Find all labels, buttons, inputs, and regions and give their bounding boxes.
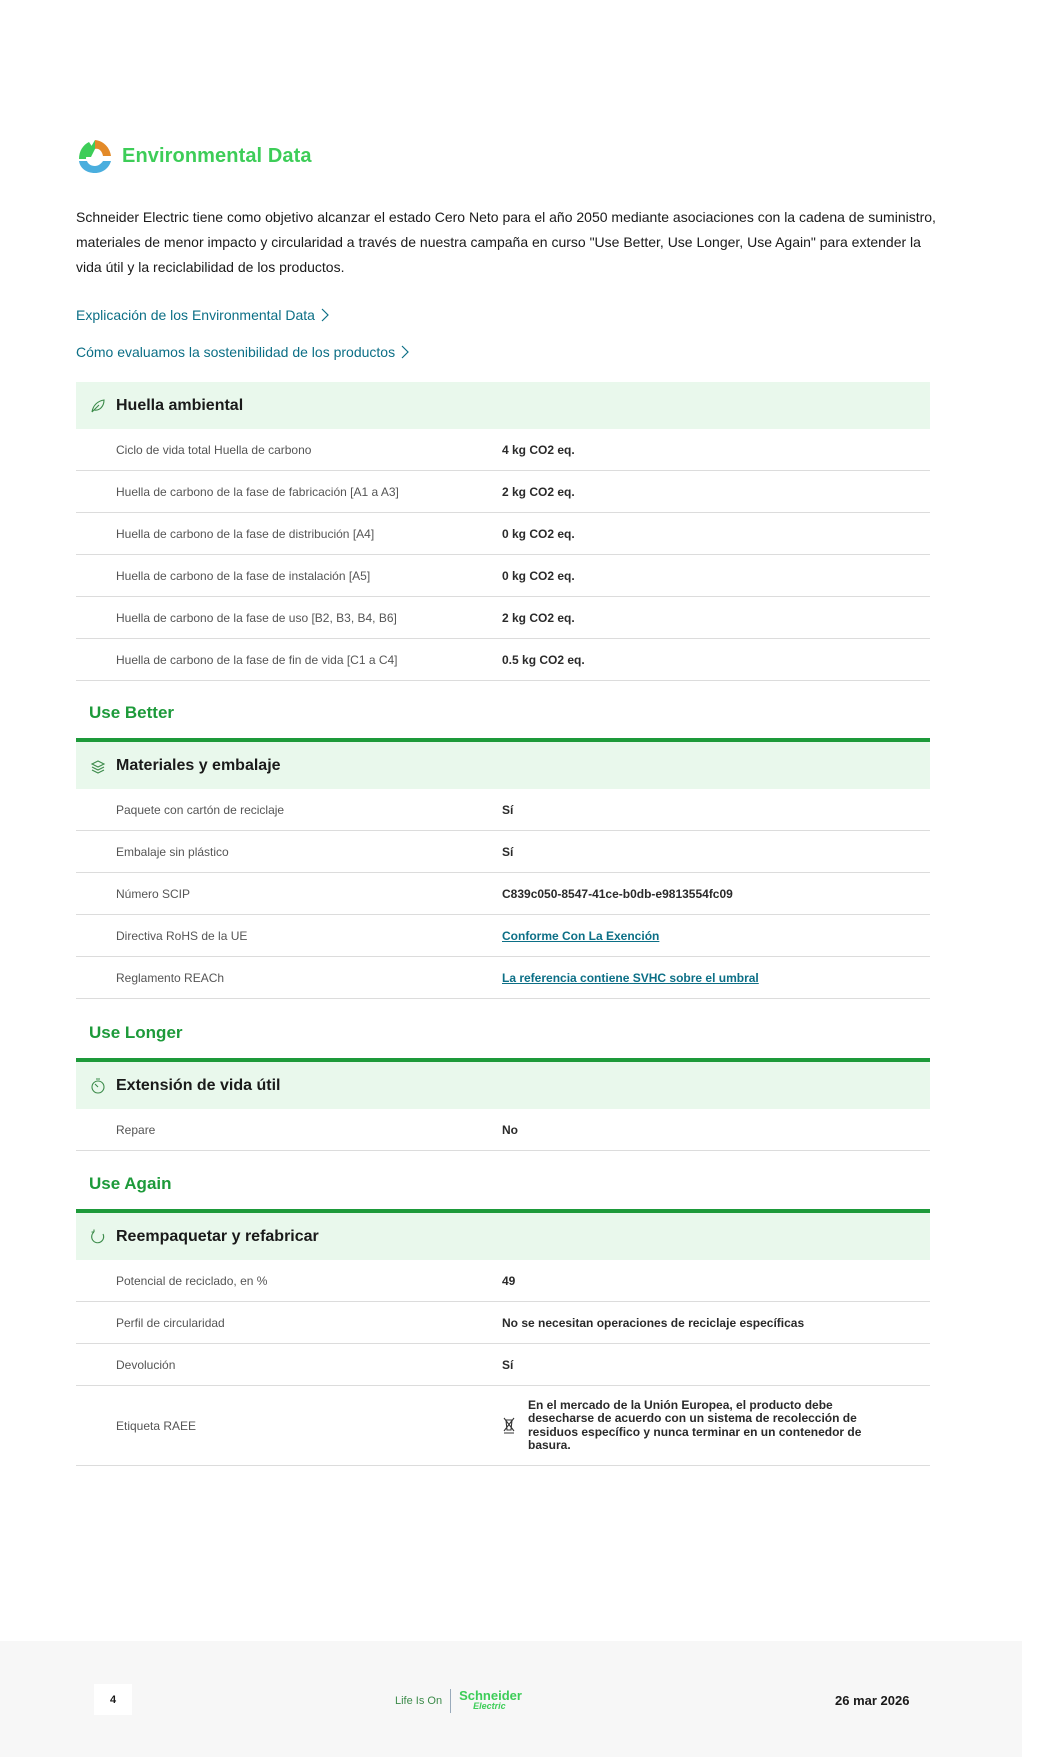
table-row bbox=[76, 915, 930, 957]
table-row bbox=[76, 1386, 930, 1466]
row-label: Huella de carbono de la fase de fin de vida [C1 a C4] bbox=[116, 652, 398, 667]
row-value: Sí bbox=[502, 802, 514, 817]
lifetime-title: Extensión de vida útil bbox=[116, 1076, 281, 1094]
row-value: Sí bbox=[502, 844, 514, 859]
row-label: Paquete con cartón de reciclaje bbox=[116, 802, 285, 817]
table-row bbox=[76, 1260, 930, 1302]
rohs-link[interactable]: Conforme Con La Exención bbox=[502, 928, 660, 943]
weee-bin-icon bbox=[502, 1417, 516, 1435]
row-label: Repare bbox=[116, 1122, 156, 1137]
materials-header bbox=[76, 738, 930, 789]
row-label: Devolución bbox=[116, 1357, 176, 1372]
layers-icon bbox=[90, 758, 106, 774]
brand-line1: Schneider bbox=[459, 1688, 522, 1703]
environmental-logo-icon bbox=[76, 137, 114, 175]
row-value: 0 kg CO2 eq. bbox=[502, 568, 575, 583]
use-longer-section bbox=[76, 1058, 930, 1151]
row-value: No bbox=[502, 1122, 518, 1137]
table-row bbox=[76, 639, 930, 681]
table-row bbox=[76, 429, 930, 471]
reach-link[interactable]: La referencia contiene SVHC sobre el umbral bbox=[502, 970, 759, 985]
use-better-heading: Use Better bbox=[89, 703, 175, 722]
schneider-logo bbox=[451, 1688, 522, 1711]
table-row bbox=[76, 1109, 930, 1151]
row-label: Huella de carbono de la fase de distribución [A4] bbox=[116, 526, 375, 541]
use-longer-heading: Use Longer bbox=[89, 1023, 183, 1042]
row-label: Etiqueta RAEE bbox=[116, 1418, 197, 1433]
intro-paragraph: Schneider Electric tiene como objetivo alcanzar el estado Cero Neto para el año 2050 mediante asociaciones con la cadena de suministro, materiales de menor impacto y circularidad a través de nuestra campaña en curso "Use Better, Use Longer, Use Again" para extender la vida útil y la reciclabilidad de los productos. bbox=[76, 209, 936, 275]
explanation-link-label: Explicación de los Environmental Data bbox=[76, 307, 315, 323]
lifetime-header bbox=[76, 1058, 930, 1109]
timer-icon bbox=[90, 1078, 106, 1094]
brand-logo bbox=[395, 1689, 522, 1713]
row-value: 0.5 kg CO2 eq. bbox=[502, 652, 585, 667]
use-again-heading: Use Again bbox=[89, 1174, 172, 1193]
row-label: Ciclo de vida total Huella de carbono bbox=[116, 442, 312, 457]
row-label: Número SCIP bbox=[116, 886, 191, 901]
row-label: Embalaje sin plástico bbox=[116, 844, 229, 859]
leaf-icon bbox=[90, 398, 106, 414]
chevron-right-icon bbox=[321, 308, 329, 322]
footprint-section bbox=[76, 382, 930, 681]
row-value: C839c050-8547-41ce-b0db-e9813554fc09 bbox=[502, 886, 733, 901]
row-label: Reglamento REACh bbox=[116, 970, 225, 985]
row-value: 49 bbox=[502, 1273, 516, 1288]
use-better-section bbox=[76, 738, 930, 999]
table-row bbox=[76, 1344, 930, 1386]
row-value: 4 kg CO2 eq. bbox=[502, 442, 575, 457]
weee-value bbox=[502, 1399, 930, 1453]
table-row bbox=[76, 957, 930, 999]
table-row bbox=[76, 555, 930, 597]
footprint-title: Huella ambiental bbox=[116, 396, 244, 414]
table-row bbox=[76, 471, 930, 513]
life-is-on-tagline: Life Is On bbox=[395, 1689, 451, 1713]
footer bbox=[0, 1641, 1022, 1757]
page-title: Environmental Data bbox=[122, 144, 312, 167]
row-label: Directiva RoHS de la UE bbox=[116, 928, 248, 943]
table-row bbox=[76, 873, 930, 915]
use-again-section bbox=[76, 1209, 930, 1466]
row-value: No se necesitan operaciones de reciclaje específicas bbox=[502, 1315, 805, 1330]
page-number: 4 bbox=[94, 1684, 132, 1715]
table-row bbox=[76, 789, 930, 831]
row-value: 2 kg CO2 eq. bbox=[502, 610, 575, 625]
row-label: Huella de carbono de la fase de fabricación [A1 a A3] bbox=[116, 484, 399, 499]
row-label: Huella de carbono de la fase de uso [B2, B3, B4, B6] bbox=[116, 610, 397, 625]
table-row bbox=[76, 831, 930, 873]
environmental-header bbox=[76, 136, 312, 176]
row-value: 2 kg CO2 eq. bbox=[502, 484, 575, 499]
repackage-header bbox=[76, 1209, 930, 1260]
row-value: 0 kg CO2 eq. bbox=[502, 526, 575, 541]
explanation-link[interactable] bbox=[76, 307, 329, 323]
repackage-title: Reempaquetar y refabricar bbox=[116, 1227, 319, 1245]
chevron-right-icon bbox=[401, 345, 409, 359]
table-row bbox=[76, 1302, 930, 1344]
row-label: Potencial de reciclado, en % bbox=[116, 1273, 268, 1288]
table-row bbox=[76, 513, 930, 555]
materials-title: Materiales y embalaje bbox=[116, 756, 281, 774]
row-label: Perfil de circularidad bbox=[116, 1315, 225, 1330]
table-row bbox=[76, 597, 930, 639]
footprint-header bbox=[76, 382, 930, 429]
row-value: Sí bbox=[502, 1357, 514, 1372]
sustainability-link-label: Cómo evaluamos la sostenibilidad de los productos bbox=[76, 344, 396, 360]
footer-date: 26 mar 2026 bbox=[835, 1693, 910, 1708]
refresh-icon bbox=[90, 1229, 106, 1245]
row-label: Huella de carbono de la fase de instalación [A5] bbox=[116, 568, 371, 583]
weee-text: En el mercado de la Unión Europea, el producto debe desecharse de acuerdo con un sistema de recolección de residuos específico y nunca terminar en un contenedor de basura. bbox=[528, 1397, 862, 1452]
sustainability-link[interactable] bbox=[76, 344, 409, 360]
brand-line2: Electric bbox=[473, 1701, 506, 1711]
